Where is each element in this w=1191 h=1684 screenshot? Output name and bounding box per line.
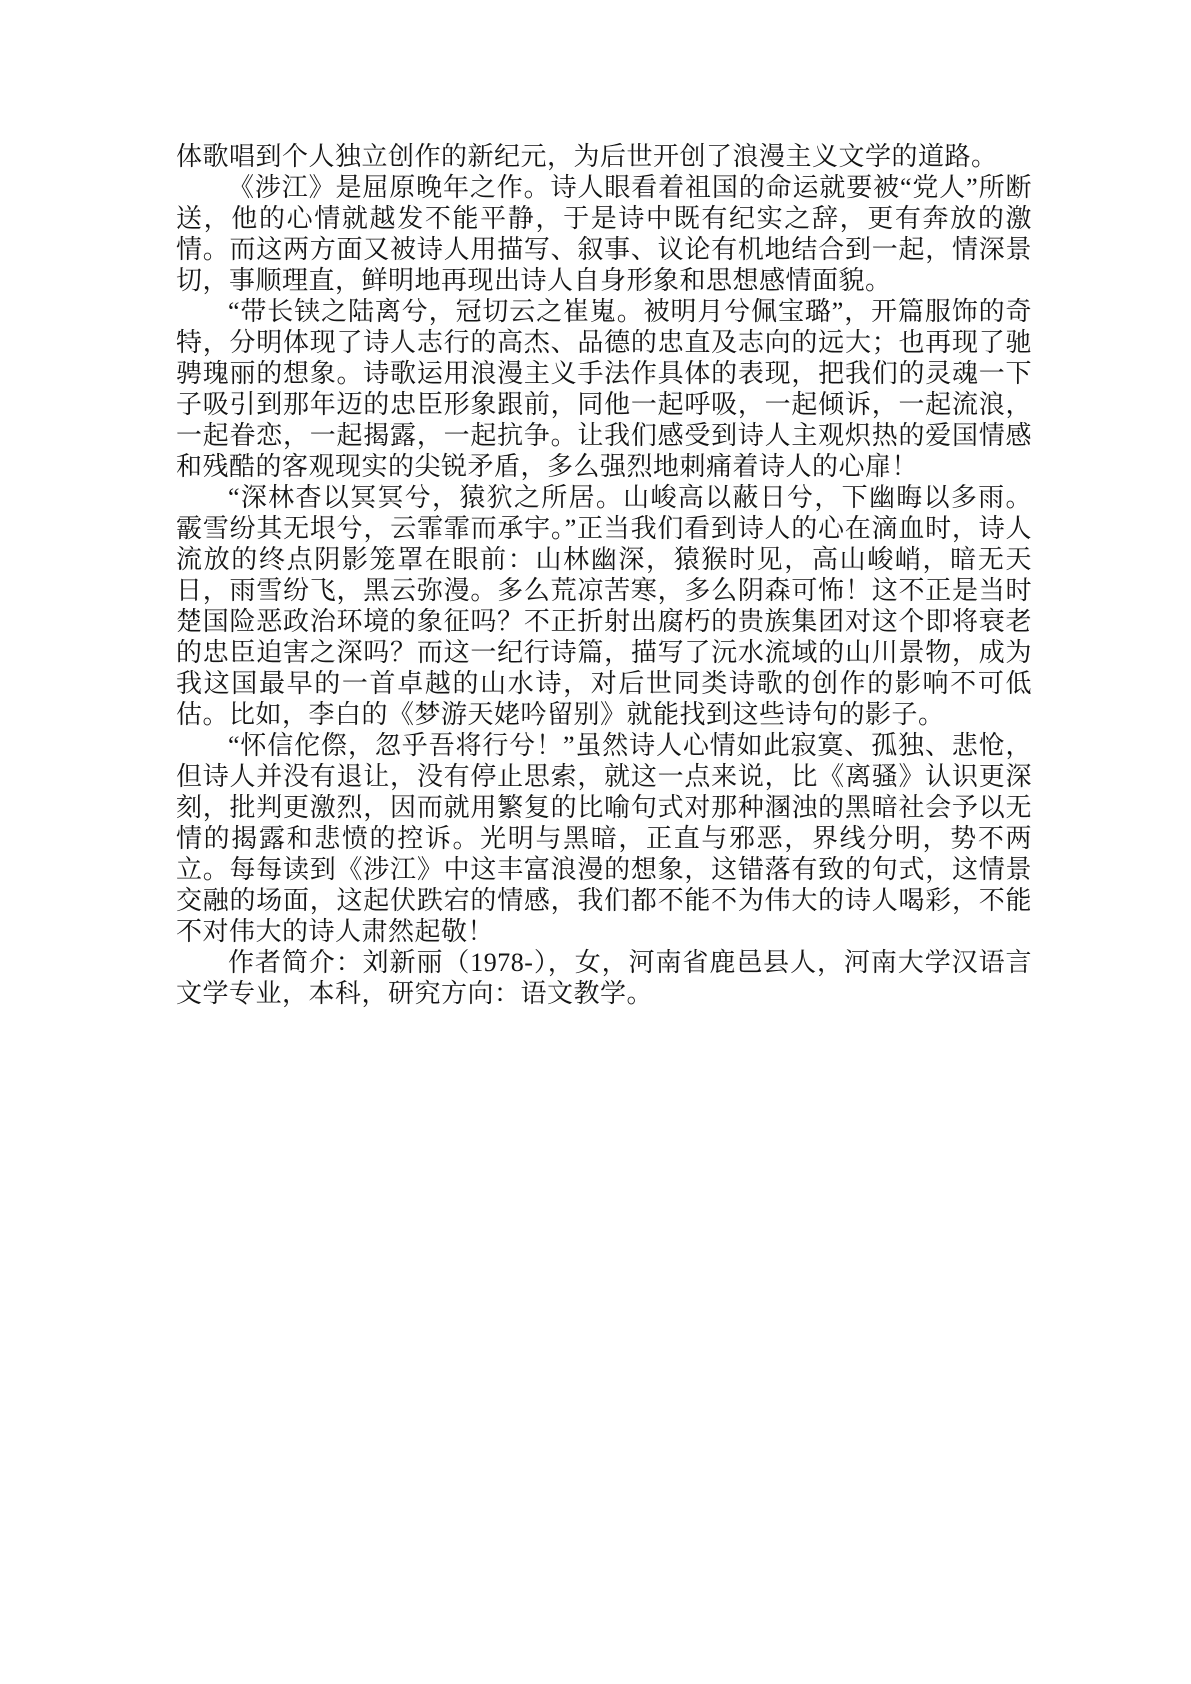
article-body: [176, 141, 1032, 1009]
paragraph-author-bio: 作者简介：刘新丽（1978-），女，河南省鹿邑县人，河南大学汉语言文学专业，本科，研究方向：语文教学。: [176, 948, 1032, 1008]
paragraph-continuation: 体歌唱到个人独立创作的新纪元，为后世开创了浪漫主义文学的道路。: [176, 142, 998, 171]
paragraph-resolve-quote: “怀信佗傺，忽乎吾将行兮！”虽然诗人心情如此寂寞、孤独、悲怆，但诗人并没有退让，没有停止思索，就这一点来说，比《离骚》认识更深刻，批判更激烈，因而就用繁复的比喻句式对那种溷浊的黑暗社会予以无情的揭露和悲愤的控诉。光明与黑暗，正直与邪恶，界线分明，势不两立。每每读到《涉江》中这丰富浪漫的想象，这错落有致的句式，这情景交融的场面，这起伏跌宕的情感，我们都不能不为伟大的诗人喝彩，不能不对伟大的诗人肃然起敬！: [176, 731, 1032, 946]
paragraph-landscape-quote: “深林杳以冥冥兮，猿狖之所居。山峻高以蔽日兮，下幽晦以多雨。霰雪纷其无垠兮，云霏霏而承宇。”正当我们看到诗人的心在滴血时，诗人流放的终点阴影笼罩在眼前：山林幽深，猿猴时见，高山峻峭，暗无天日，雨雪纷飞，黑云弥漫。多么荒凉苦寒，多么阴森可怖！这不正是当时楚国险恶政治环境的象征吗？不正折射出腐朽的贵族集团对这个即将衰老的忠臣迫害之深吗？而这一纪行诗篇，描写了沅水流域的山川景物，成为我这国最早的一首卓越的山水诗，对后世同类诗歌的创作的影响不可低估。比如，李白的《梦游天姥吟留别》就能找到这些诗句的影子。: [176, 483, 1032, 729]
paragraph-shejiang-intro: 《涉江》是屈原晚年之作。诗人眼看着祖国的命运就要被“党人”所断送，他的心情就越发不能平静，于是诗中既有纪实之辞，更有奔放的激情。而这两方面又被诗人用描写、叙事、议论有机地结合到一起，情深景切，事顺理直，鲜明地再现出诗人自身形象和思想感情面貌。: [176, 173, 1032, 295]
paragraph-costume-quote: “带长铗之陆离兮，冠切云之崔嵬。被明月兮佩宝璐”，开篇服饰的奇特，分明体现了诗人志行的高杰、品德的忠直及志向的远大；也再现了驰骋瑰丽的想象。诗歌运用浪漫主义手法作具体的表现，把我们的灵魂一下子吸引到那年迈的忠臣形象跟前，同他一起呼吸，一起倾诉，一起流浪，一起眷恋，一起揭露，一起抗争。让我们感受到诗人主观炽热的爱国情感和残酷的客观现实的尖锐矛盾，多么强烈地刺痛着诗人的心扉！: [176, 297, 1032, 481]
